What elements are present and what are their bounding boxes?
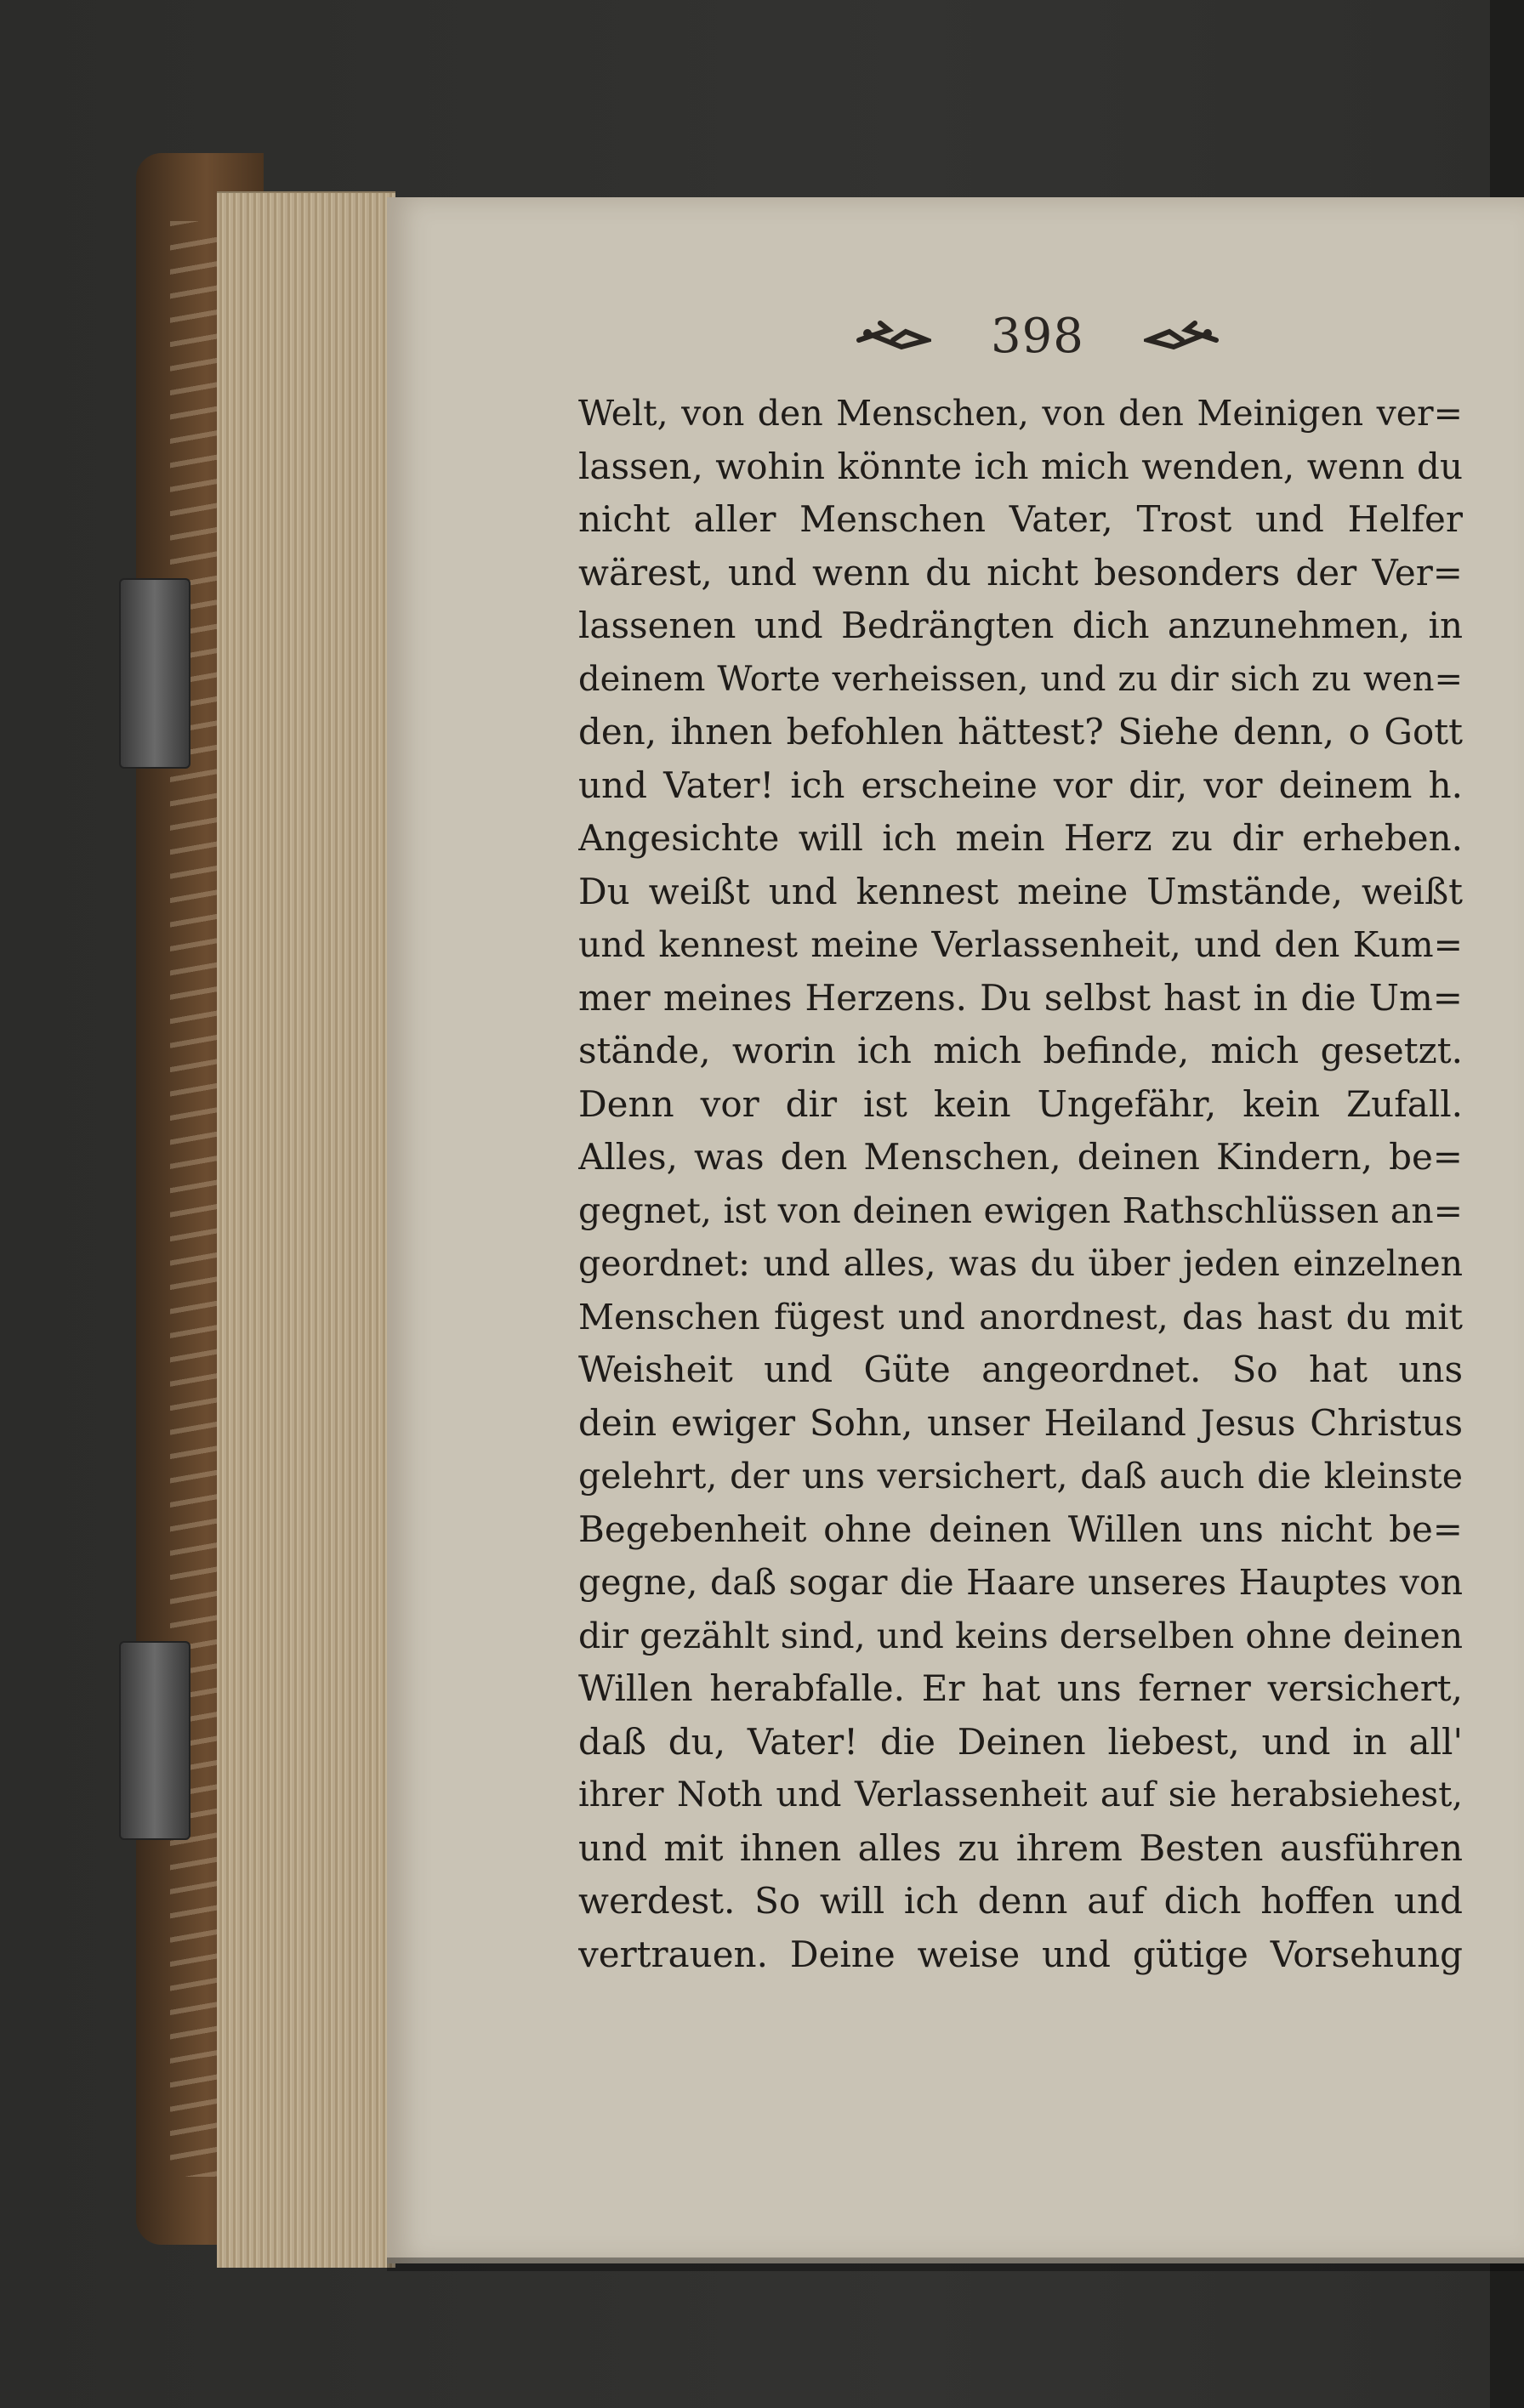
flourish-left-icon bbox=[855, 315, 931, 357]
text-line: lassenen und Bedrängten dich anzunehmen, in bbox=[578, 605, 1463, 646]
text-line: ihrer Noth und Verlassenheit auf sie herabsiehest, bbox=[578, 1775, 1463, 1815]
text-line: wärest, und wenn du nicht besonders der Ver= bbox=[578, 551, 1463, 593]
page-number: 398 bbox=[991, 308, 1084, 364]
page-edges bbox=[217, 191, 395, 2268]
text-line: Weisheit und Güte angeordnet. So hat uns bbox=[578, 1349, 1463, 1390]
text-line: dir gezählt sind, und keins derselben ohne deinen bbox=[578, 1615, 1463, 1656]
text-line: dein ewiger Sohn, unser Heiland Jesus Christus bbox=[578, 1401, 1463, 1444]
text-line: Willen herabfalle. Er hat uns ferner versichert, bbox=[578, 1667, 1463, 1709]
text-line: vertrauen. Deine weise und gütige Vorsehung bbox=[578, 1933, 1463, 1975]
text-line: stände, worin ich mich befinde, mich gesetzt. bbox=[578, 1030, 1463, 1071]
book-clasp-top bbox=[119, 578, 190, 769]
text-line: geordnet: und alles, was du über jeden einzelnen bbox=[578, 1243, 1463, 1284]
text-line: mer meines Herzens. Du selbst hast in die Um= bbox=[578, 976, 1463, 1019]
text-line: daß du, Vater! die Deinen liebest, und in all' bbox=[578, 1720, 1463, 1763]
text-line: gegnet, ist von deinen ewigen Rathschlüssen an= bbox=[578, 1190, 1463, 1231]
text-line: Begebenheit ohne deinen Willen uns nicht be= bbox=[578, 1508, 1463, 1550]
text-line: Alles, was den Menschen, deinen Kindern, be= bbox=[578, 1136, 1463, 1178]
text-line: Welt, von den Menschen, von den Meinigen ver= bbox=[578, 393, 1463, 434]
body-text bbox=[578, 387, 1463, 1981]
text-line: den, ihnen befohlen hättest? Siehe denn, o Gott bbox=[578, 711, 1463, 752]
page-header bbox=[816, 302, 1259, 370]
text-line: deinem Worte verheissen, und zu dir sich zu wen= bbox=[578, 659, 1463, 699]
text-line: Angesichte will ich mein Herz zu dir erheben. bbox=[578, 817, 1463, 859]
text-line: Denn vor dir ist kein Ungefähr, kein Zufall. bbox=[578, 1082, 1463, 1125]
cover-marbling bbox=[170, 221, 221, 2177]
text-line: und kennest meine Verlassenheit, und den Kum= bbox=[578, 924, 1463, 965]
text-line: Du weißt und kennest meine Umstände, weißt bbox=[578, 870, 1463, 912]
book-clasp-bottom bbox=[119, 1641, 190, 1840]
text-line: Menschen fügest und anordnest, das hast du mit bbox=[578, 1296, 1463, 1337]
text-line: gelehrt, der uns versichert, daß auch die kleinste bbox=[578, 1456, 1463, 1496]
page-shadow bbox=[387, 2258, 1524, 2271]
flourish-right-icon bbox=[1144, 315, 1220, 357]
text-line: und mit ihnen alles zu ihrem Besten ausführen bbox=[578, 1826, 1463, 1869]
text-line: lassen, wohin könnte ich mich wenden, wenn du bbox=[578, 445, 1463, 487]
text-line: und Vater! ich erscheine vor dir, vor deinem h. bbox=[578, 764, 1463, 806]
text-line: gegne, daß sogar die Haare unseres Hauptes von bbox=[578, 1562, 1463, 1603]
text-line: nicht aller Menschen Vater, Trost und Helfer bbox=[578, 498, 1463, 540]
text-line: werdest. So will ich denn auf dich hoffen und bbox=[578, 1880, 1463, 1922]
